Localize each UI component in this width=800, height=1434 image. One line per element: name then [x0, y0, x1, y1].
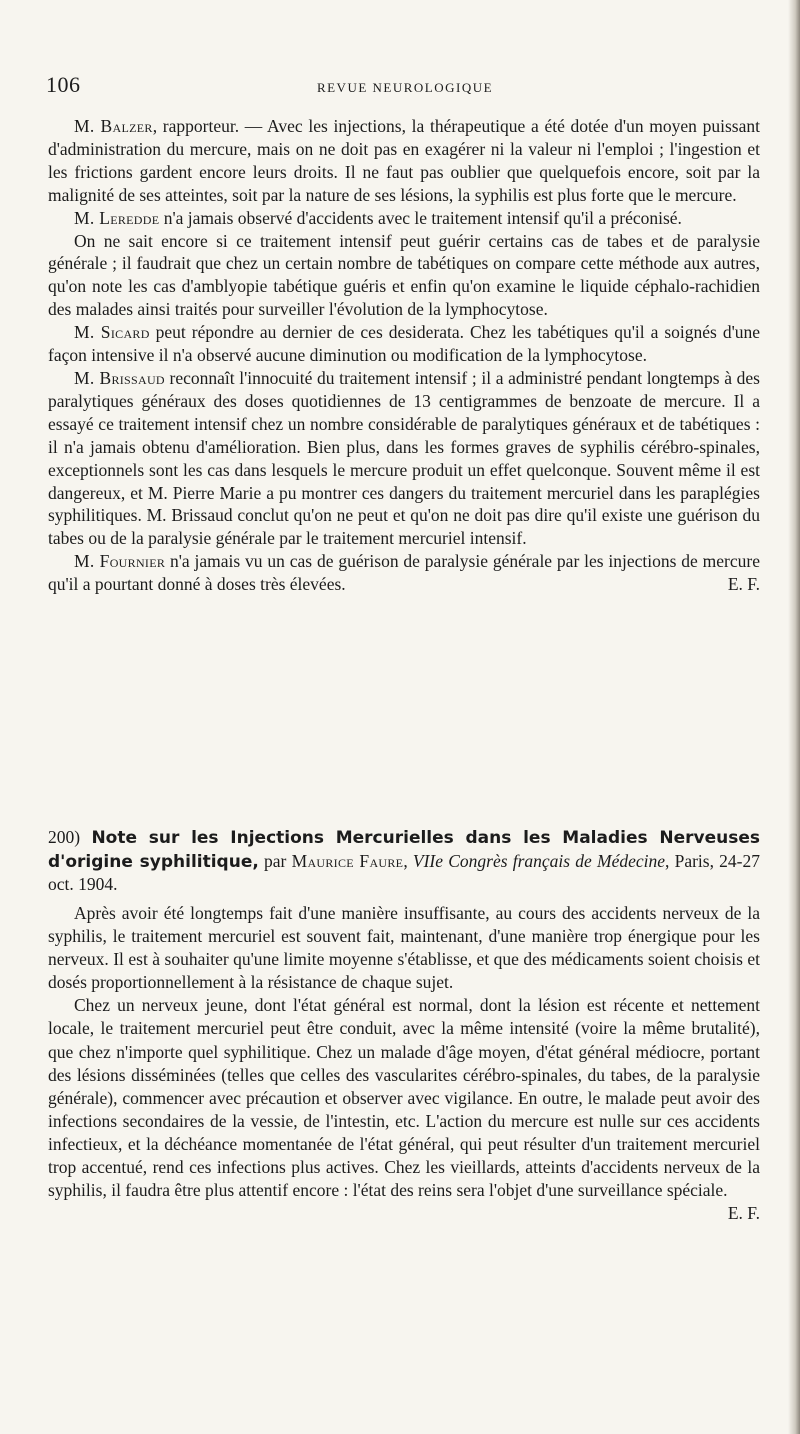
discussion-section	[48, 115, 760, 596]
paragraph-text: peut répondre au dernier de ces desiderata. Chez les tabétiques qu'il a soignés d'une façon intensive il n'a observé aucune diminution ou modification de la lymphocytose.	[48, 322, 760, 366]
speaker-name: M. Balzer	[74, 116, 153, 136]
paragraph-leredde	[48, 207, 760, 230]
abstract-paragraph	[48, 994, 760, 1225]
speaker-name: M. Sicard	[74, 322, 150, 343]
entry-by: par	[258, 850, 292, 871]
signature: E. F.	[727, 574, 760, 595]
entry-number: 200)	[48, 827, 81, 847]
page-number: 106	[46, 72, 81, 97]
paragraph-balzer	[48, 115, 760, 207]
paragraph-text: , rapporteur. — Avec les injections, la thérapeutique a été dotée d'un moyen puissant d'administration du mercure, mais on ne doit pas en exagérer ni la valeur ni l'emploi ; l'ingestion et les frictions gardent encore leurs droits. Il ne faut pas oublier que quelquefois encore, soit par la malignité de ses atteintes, soit par la nature de ses lésions, la syphilis est plus forte que le mercure.	[48, 116, 761, 205]
running-title: REVUE NEUROLOGIQUE	[316, 80, 494, 95]
page-edge-shadow	[788, 0, 800, 1434]
paragraph-tabes	[48, 230, 760, 322]
speaker-name: M. Fournier	[74, 551, 166, 572]
paragraph-text: reconnaît l'innocuité du traitement intensif ; il a administré pendant longtemps à des paralytiques généraux des doses quotidiennes de 13 centigrammes de benzoate de mercure. Il a essayé ce traitement intensif chez un nombre considérable de paralytiques généraux et de tabétiques : il n'a jamais obtenu d'amélioration. Bien plus, dans les formes graves de syphilis cérébro-spinales, exceptionnels sont les cas dans lesquels le mercure produit un effet quelconque. Souvent même il est dangereux, et M. Pierre Marie a pu montrer ces dangers du traitement mercuriel dans les paraplégies syphilitiques. M. Brissaud conclut qu'on ne peut et qu'on ne doit pas dire qu'il existe une guérison du tabes ou de la paralysie générale par le traitement mercuriel intensif.	[48, 367, 760, 549]
page-header	[46, 72, 764, 100]
speaker-name: M. Brissaud	[74, 367, 165, 388]
entry-title: Note sur les Injections Mercurielles dans les Maladies Nerveuses d'origine syphilitique,	[48, 828, 760, 872]
paragraph-text: n'a jamais vu un cas de guérison de paralysie générale par les injections de mercure qu'il a pourtant donné à doses très élevées.	[48, 551, 760, 595]
paragraph-text: On ne sait encore si ce traitement intensif peut guérir certains cas de tabes et de paralysie générale ; il faudrait que chez un certain nombre de tabétiques on compare cette méthode aux autres, qu'on note les cas d'amblyopie tabétique guéris et enfin qu'on examine le liquide céphalo-rachidien des malades ainsi traités pour surveiller l'évolution de la lymphocytose.	[48, 230, 760, 320]
entry-congress: VIIe Congrès français de Médecine	[412, 850, 666, 871]
paragraph-sicard	[48, 321, 760, 367]
entry-separator: ,	[403, 850, 413, 871]
entry-place-date: , Paris, 24-27 oct. 1904.	[48, 850, 760, 894]
entry-author: Maurice Faure	[291, 850, 404, 871]
abstract-heading	[48, 826, 760, 897]
paragraph-text: n'a jamais observé d'accidents avec le traitement intensif qu'il a préconisé.	[159, 207, 682, 228]
paragraph-text: Chez un nerveux jeune, dont l'état général est normal, dont la lésion est récente et nettement locale, le traitement mercuriel peut être conduit, avec la même intensité (voire la même brutalité), que chez n'importe quel syphilitique. Chez un malade d'âge moyen, d'état général médiocre, portant des lésions disséminées (telles que celles des vascularites cérébro-spinales, du tabes, de la paralysie générale), commencer avec précaution et observer avec vigilance. En outre, le malade peut avoir des infections secondaires de la vessie, de l'intestin, etc. L'action du mercure est nulle sur ces accidents infectieux, et la déchéance momentanée de l'état général, qui peut résulter d'un traitement mercuriel trop accentué, rend ces infections plus actives. Chez les vieillards, atteints d'accidents nerveux de la syphilis, il faudra être plus attentif encore : l'état des reins sera l'objet d'une surveillance spéciale.	[48, 995, 760, 1201]
signature: E. F.	[727, 1203, 760, 1224]
speaker-name: M. Leredde	[74, 207, 160, 228]
abstract-paragraph: Après avoir été longtemps fait d'une manière insuffisante, au cours des accidents nerveux de la syphilis, le traitement mercuriel est souvent fait, maintenant, d'une manière trop énergique pour les nerveux. Il est à souhaiter qu'une limite moyenne s'établisse, et que des médicaments soient choisis et dosés proportionnellement à la résistance de chaque sujet.	[48, 903, 760, 993]
abstract-body	[48, 902, 760, 1225]
paragraph-brissaud	[48, 367, 760, 550]
paragraph-fournier	[48, 550, 760, 596]
